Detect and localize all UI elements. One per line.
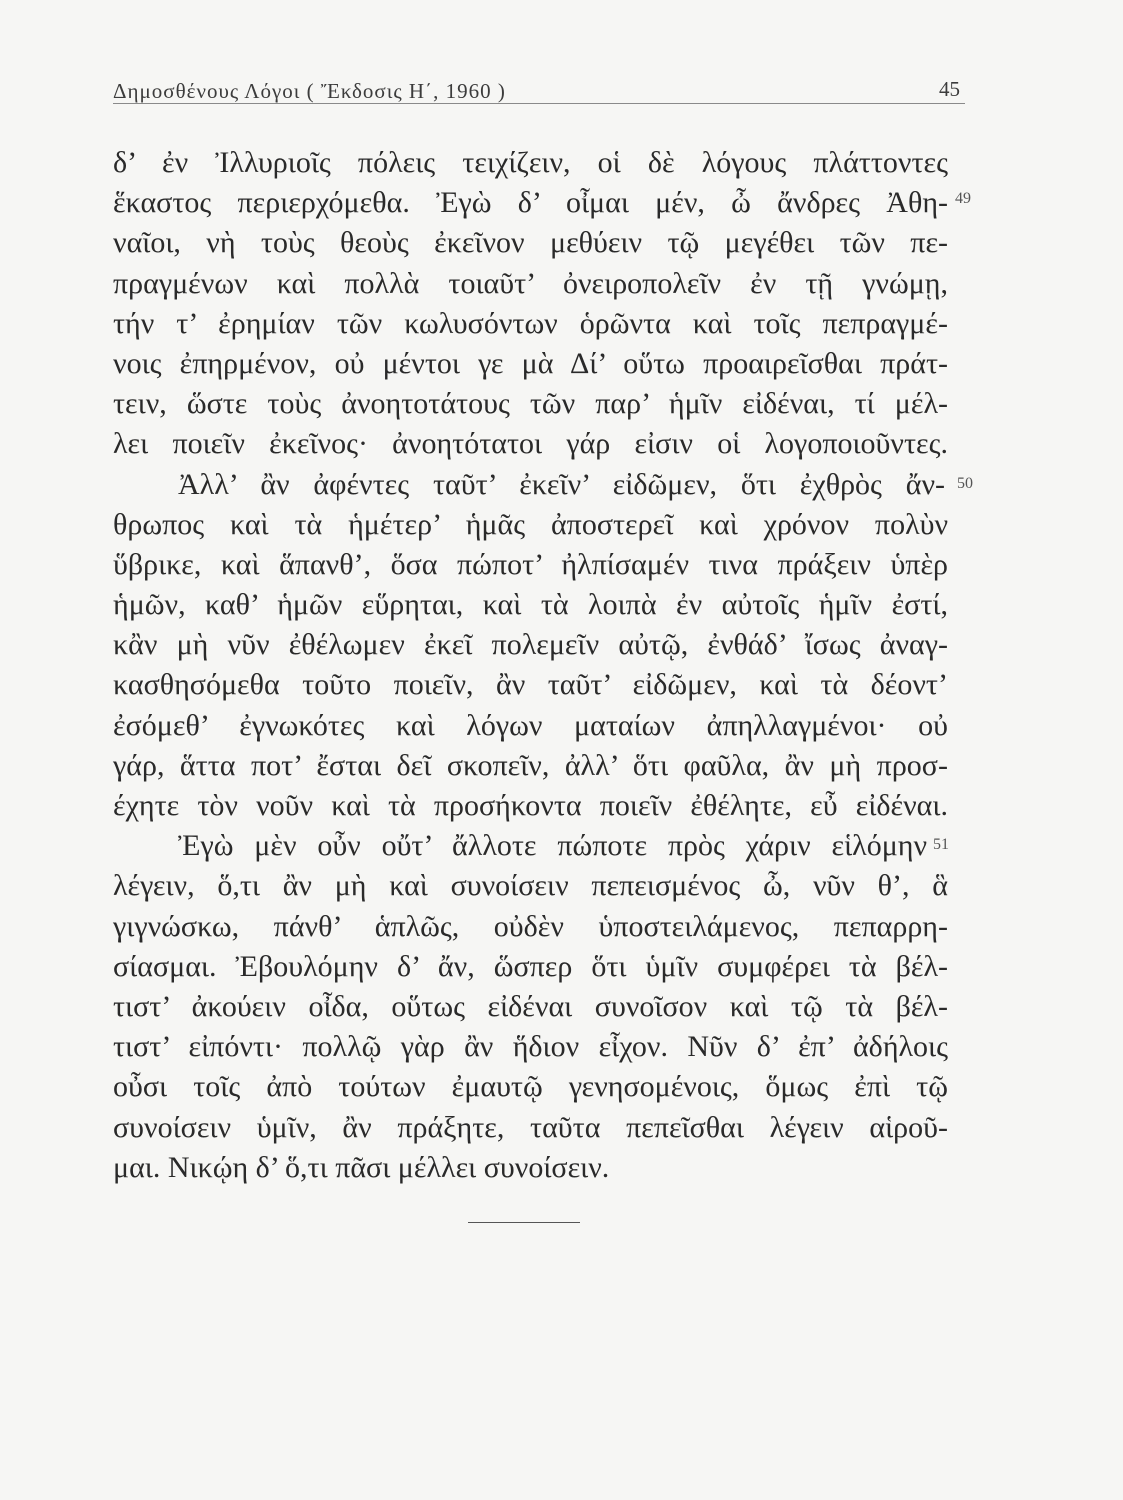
paragraph-first-line: Ἀλλ’ ἂν ἀφέντες ταῦτ’ ἐκεῖν’ εἰδῶμεν, ὅτι ἐχθρὸς ἄν- xyxy=(178,467,945,501)
text-line: οὖσι τοῖς ἀπὸ τούτων ἐμαυτῷ γενησομένοις, ὅμως ἐπὶ τῷ xyxy=(113,1070,948,1104)
text-line: τιστ’ ἀκούειν οἶδα, οὕτως εἰδέναι συνοῖσον καὶ τῷ τὰ βέλ- xyxy=(113,989,948,1023)
text-line: κἂν μὴ νῦν ἐθέλωμεν ἐκεῖ πολεμεῖν αὐτῷ, ἐνθάδ’ ἴσως ἀναγ- xyxy=(113,628,949,662)
text-line: ἐσόμεθ’ ἐγνωκότες καὶ λόγων ματαίων ἀπηλλαγμένοι· οὐ xyxy=(113,708,949,742)
end-rule xyxy=(468,1222,580,1223)
paragraph-last-line: μαι. Νικῴη δ’ ὅ,τι πᾶσι μέλλει συνοίσειν. xyxy=(113,1150,610,1184)
text-line: νοις ἐπηρμένον, οὐ μέντοι γε μὰ Δί’ οὕτω προαιρεῖσθαι πράτ- xyxy=(113,346,949,380)
text-line: πραγμένων καὶ πολλὰ τοιαῦτ’ ὀνειροπολεῖν ἐν τῇ γνώμῃ, xyxy=(113,266,948,300)
page-number: 45 xyxy=(939,77,960,101)
paragraph-first-line: Ἐγὼ μὲν οὖν οὔτ’ ἄλλοτε πώποτε πρὸς χάριν εἱλόμην xyxy=(178,829,928,863)
section-number-49: 49 xyxy=(955,190,971,207)
text-line: ναῖοι, νὴ τοὺς θεοὺς ἐκεῖνον μεθύειν τῷ μεγέθει τῶν πε- xyxy=(113,226,949,260)
text-line: συνοίσειν ὑμῖν, ἂν πράξητε, ταῦτα πεπεῖσθαι λέγειν αἱροῦ- xyxy=(113,1110,948,1144)
section-number-50: 50 xyxy=(957,475,973,492)
text-line: τιστ’ εἰπόντι· πολλῷ γὰρ ἂν ἥδιον εἶχον. Νῦν δ’ ἐπ’ ἀδήλοις xyxy=(113,1030,949,1064)
text-line: έχητε τὸν νοῦν καὶ τὰ προσήκοντα ποιεῖν ἐθέλητε, εὖ εἰδέναι. xyxy=(113,789,948,822)
text-line: λει ποιεῖν ἐκεῖνος· ἀνοητότατοι γάρ εἰσιν οἱ λογοποιοῦντες. xyxy=(113,427,948,461)
text-line: ἡμῶν, καθ’ ἡμῶν εὕρηται, καὶ τὰ λοιπὰ ἐν αὐτοῖς ἡμῖν ἐστί, xyxy=(113,588,948,622)
text-line: σίασμαι. Ἐβουλόμην δ’ ἄν, ὥσπερ ὅτι ὑμῖν συμφέρει τὰ βέλ- xyxy=(113,949,948,983)
text-line: ἕκαστος περιερχόμεθα. Ἐγὼ δ’ οἶμαι μέν, ὦ ἄνδρες Ἀθη- xyxy=(113,186,948,220)
text-line: λέγειν, ὅ,τι ἂν μὴ καὶ συνοίσειν πεπεισμένος ὦ, νῦν θ’, ἃ xyxy=(113,869,948,903)
section-number-51: 51 xyxy=(933,836,949,853)
text-line: γιγνώσκω, πάνθ’ ἁπλῶς, οὐδὲν ὑποστειλάμενος, πεπαρρη- xyxy=(113,909,948,943)
text-line: θρωπος καὶ τὰ ἡμέτερ’ ἡμᾶς ἀποστερεῖ καὶ χρόνον πολὺν xyxy=(113,507,949,541)
text-line: γάρ, ἅττα ποτ’ ἔσται δεῖ σκοπεῖν, ἀλλ’ ὅτι φαῦλα, ἂν μὴ προσ- xyxy=(113,748,948,782)
text-line: ὕβρικε, καὶ ἅπανθ’, ὅσα πώποτ’ ἠλπίσαμέν τινα πράξειν ὑπὲρ xyxy=(113,547,949,581)
text-line: δ’ ἐν Ἰλλυριοῖς πόλεις τειχίζειν, οἱ δὲ λόγους πλάττοντες xyxy=(113,146,948,179)
text-line: τήν τ’ ἐρημίαν τῶν κωλυσόντων ὁρῶντα καὶ τοῖς πεπραγμέ- xyxy=(113,306,948,340)
text-line: τειν, ὥστε τοὺς ἀνοητοτάτους τῶν παρ’ ἡμῖν εἰδέναι, τί μέλ- xyxy=(113,387,948,421)
running-title: Δημοσθένους Λόγοι ( Ἔκδοσις Η΄, 1960 ) xyxy=(113,79,506,103)
body-text xyxy=(0,143,1000,1188)
header-rule xyxy=(113,103,965,104)
text-line: κασθησόμεθα τοῦτο ποιεῖν, ἂν ταῦτ’ εἰδῶμεν, καὶ τὰ δέοντ’ xyxy=(113,668,948,702)
